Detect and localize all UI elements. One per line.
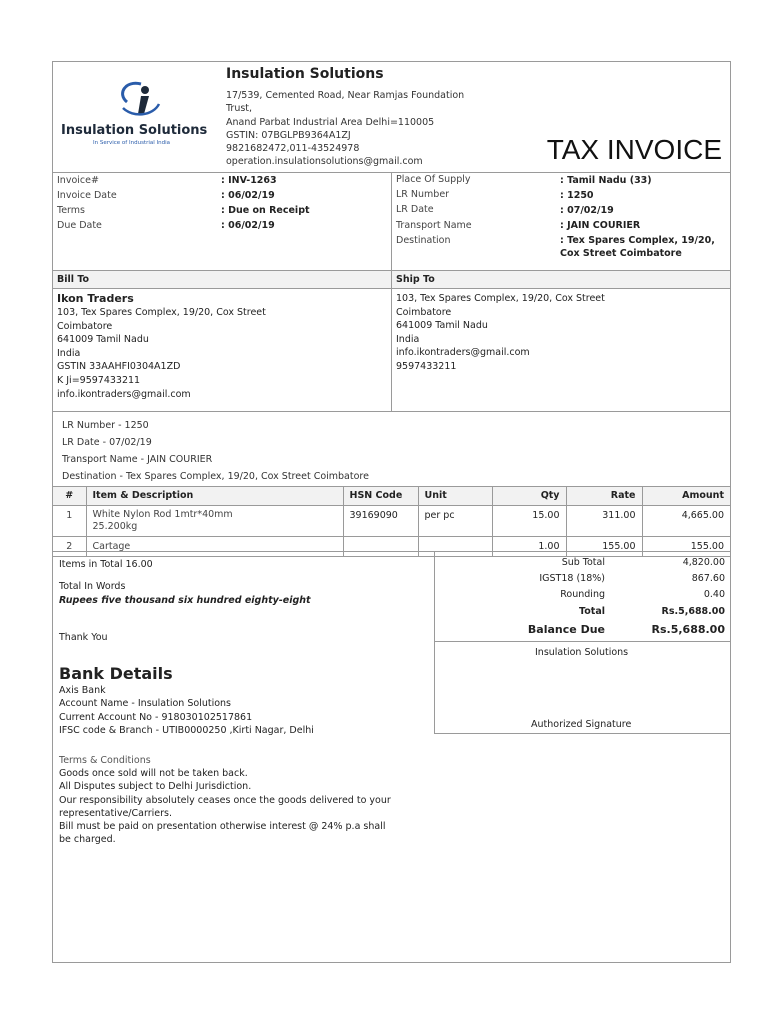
logo-text: Insulation Solutions [61,123,208,138]
items-in-total: Items in Total 16.00 [59,559,153,570]
company-phones: 9821682472,011-43524978 [226,143,360,155]
bill-to-line: 641009 Tamil Nadu [57,334,149,346]
doc-title: TAX INVOICE [546,134,722,165]
cell-desc [86,506,343,537]
total-label: Sub Total [561,557,605,568]
cell-qty: 15.00 [492,506,566,537]
meta-value: : 1250 [560,190,594,201]
meta-label: LR Number [396,189,450,200]
terms-line: be charged. [59,834,116,846]
ship-to-line: 641009 Tamil Nadu [396,320,488,332]
meta-label: Invoice# [57,175,99,186]
thank-you: Thank You [59,632,108,643]
company-address [226,89,464,169]
bill-to-line: info.ikontraders@gmail.com [57,388,191,400]
logo-mark-icon [111,80,163,120]
col-header: Qty [492,487,566,506]
bank-line: Current Account No - 918030102517861 [59,711,253,723]
ship-to-block [396,292,605,374]
table-header-row [53,487,730,506]
ship-to-line: info.ikontraders@gmail.com [396,347,530,359]
cell-no: 2 [53,537,86,557]
meta-value: : Tex Spares Complex, 19/20, [560,235,715,246]
bill-to-line: Coimbatore [57,320,113,332]
meta-value: : INV-1263 [221,175,277,186]
bill-to-name: Ikon Traders [57,292,134,305]
cell-no: 1 [53,506,86,537]
bill-to-header: Bill To [57,274,90,285]
meta-value-continued: Cox Street Coimbatore [560,248,682,259]
total-in-words-label: Total In Words [59,581,126,592]
bill-to-line: India [57,347,81,359]
ship-to-header: Ship To [396,274,435,285]
terms-title: Terms & Conditions [59,755,151,766]
balance-due-value: Rs.5,688.00 [651,623,725,636]
meta-value: : Tamil Nadu (33) [560,175,652,186]
ship-to-line: India [396,333,420,345]
total-value: 4,820.00 [682,557,725,568]
ship-to-line: 103, Tex Spares Complex, 19/20, Cox Street [396,293,605,304]
terms-line: Our responsibility absolutely ceases once the goods delivered to your [59,794,391,806]
col-header: Item & Description [86,487,343,506]
col-header: Unit [418,487,492,506]
signature-company: Insulation Solutions [535,647,629,658]
address-line: Trust, [226,103,253,115]
company-name: Insulation Solutions [226,66,384,82]
terms-block [59,767,391,847]
cell-amount: 155.00 [642,537,730,557]
cell-unit: per pc [418,506,492,537]
company-logo [61,80,211,152]
bank-details-title: Bank Details [59,664,173,683]
total-label: IGST18 (18%) [539,573,605,584]
total-label: Total [579,606,605,617]
logo-tagline: In Service of Industrial India [93,140,171,146]
company-gstin: GSTIN: 07BGLPB9364A1ZJ [226,129,351,141]
meta-label: LR Date [396,204,434,215]
shipping-notes [62,417,369,485]
address-line: Anand Parbat Industrial Area Delhi=110005 [226,116,435,128]
invoice-page [52,61,731,963]
bank-line: IFSC code & Branch - UTIB0000250 ,Kirti Nagar, Delhi [59,724,314,736]
terms-line: representative/Carriers. [59,807,172,819]
ship-to-line: 9597433211 [396,360,457,372]
cell-amount: 4,665.00 [642,506,730,537]
cell-hsn: 39169090 [343,506,418,537]
total-value: 0.40 [703,589,725,600]
total-in-words: Rupees five thousand six hundred eighty-eight [59,595,311,606]
cell-desc: Cartage [86,537,343,557]
total-value: 867.60 [691,573,725,584]
bill-to-line: 103, Tex Spares Complex, 19/20, Cox Street [57,307,266,318]
total-value: Rs.5,688.00 [661,606,725,617]
note-line: Transport Name - JAIN COURIER [62,454,213,465]
col-header: Rate [566,487,642,506]
meta-value: : 06/02/19 [221,190,275,201]
bill-to-block [57,291,266,401]
col-header: # [53,487,86,506]
company-email: operation.insulationsolutions@gmail.com [226,156,423,168]
meta-value: : 06/02/19 [221,220,275,231]
address-line: 17/539, Cemented Road, Near Ramjas Foundation [226,90,465,101]
balance-due-label: Balance Due [527,623,605,636]
meta-value: : 07/02/19 [560,205,614,216]
ship-to-line: Coimbatore [396,306,452,318]
note-line: Destination - Tex Spares Complex, 19/20, Cox Street Coimbatore [62,471,369,482]
cell-unit [418,537,492,557]
col-header: HSN Code [343,487,418,506]
meta-value: : Due on Receipt [221,205,310,216]
meta-label: Destination [396,235,451,246]
meta-label: Transport Name [396,220,472,231]
meta-label: Place Of Supply [396,174,471,185]
cell-rate: 155.00 [566,537,642,557]
meta-label: Due Date [57,220,102,231]
bank-line: Axis Bank [59,685,106,696]
authorized-signature-label: Authorized Signature [531,719,632,730]
cell-hsn [343,537,418,557]
item-description-detail: 25.200kg [92,521,138,532]
items-table [53,486,730,557]
meta-label: Invoice Date [57,190,117,201]
table-row [53,537,730,557]
terms-line: Goods once sold will not be taken back. [59,768,248,779]
meta-label: Terms [57,205,85,216]
bank-line: Account Name - Insulation Solutions [59,698,231,710]
terms-line: Bill must be paid on presentation otherwise interest @ 24% p.a shall [59,821,386,833]
total-label: Rounding [560,589,605,600]
cell-rate: 311.00 [566,506,642,537]
item-description: White Nylon Rod 1mtr*40mm [92,509,233,520]
note-line: LR Number - 1250 [62,420,149,431]
bill-to-line: GSTIN 33AAHFI0304A1ZD [57,361,181,373]
meta-value: : JAIN COURIER [560,220,641,231]
bank-details-block [59,684,314,737]
note-line: LR Date - 07/02/19 [62,437,152,448]
table-row [53,506,730,537]
cell-qty: 1.00 [492,537,566,557]
col-header: Amount [642,487,730,506]
bill-to-line: K Ji=9597433211 [57,374,141,386]
terms-line: All Disputes subject to Delhi Jurisdiction. [59,781,252,793]
